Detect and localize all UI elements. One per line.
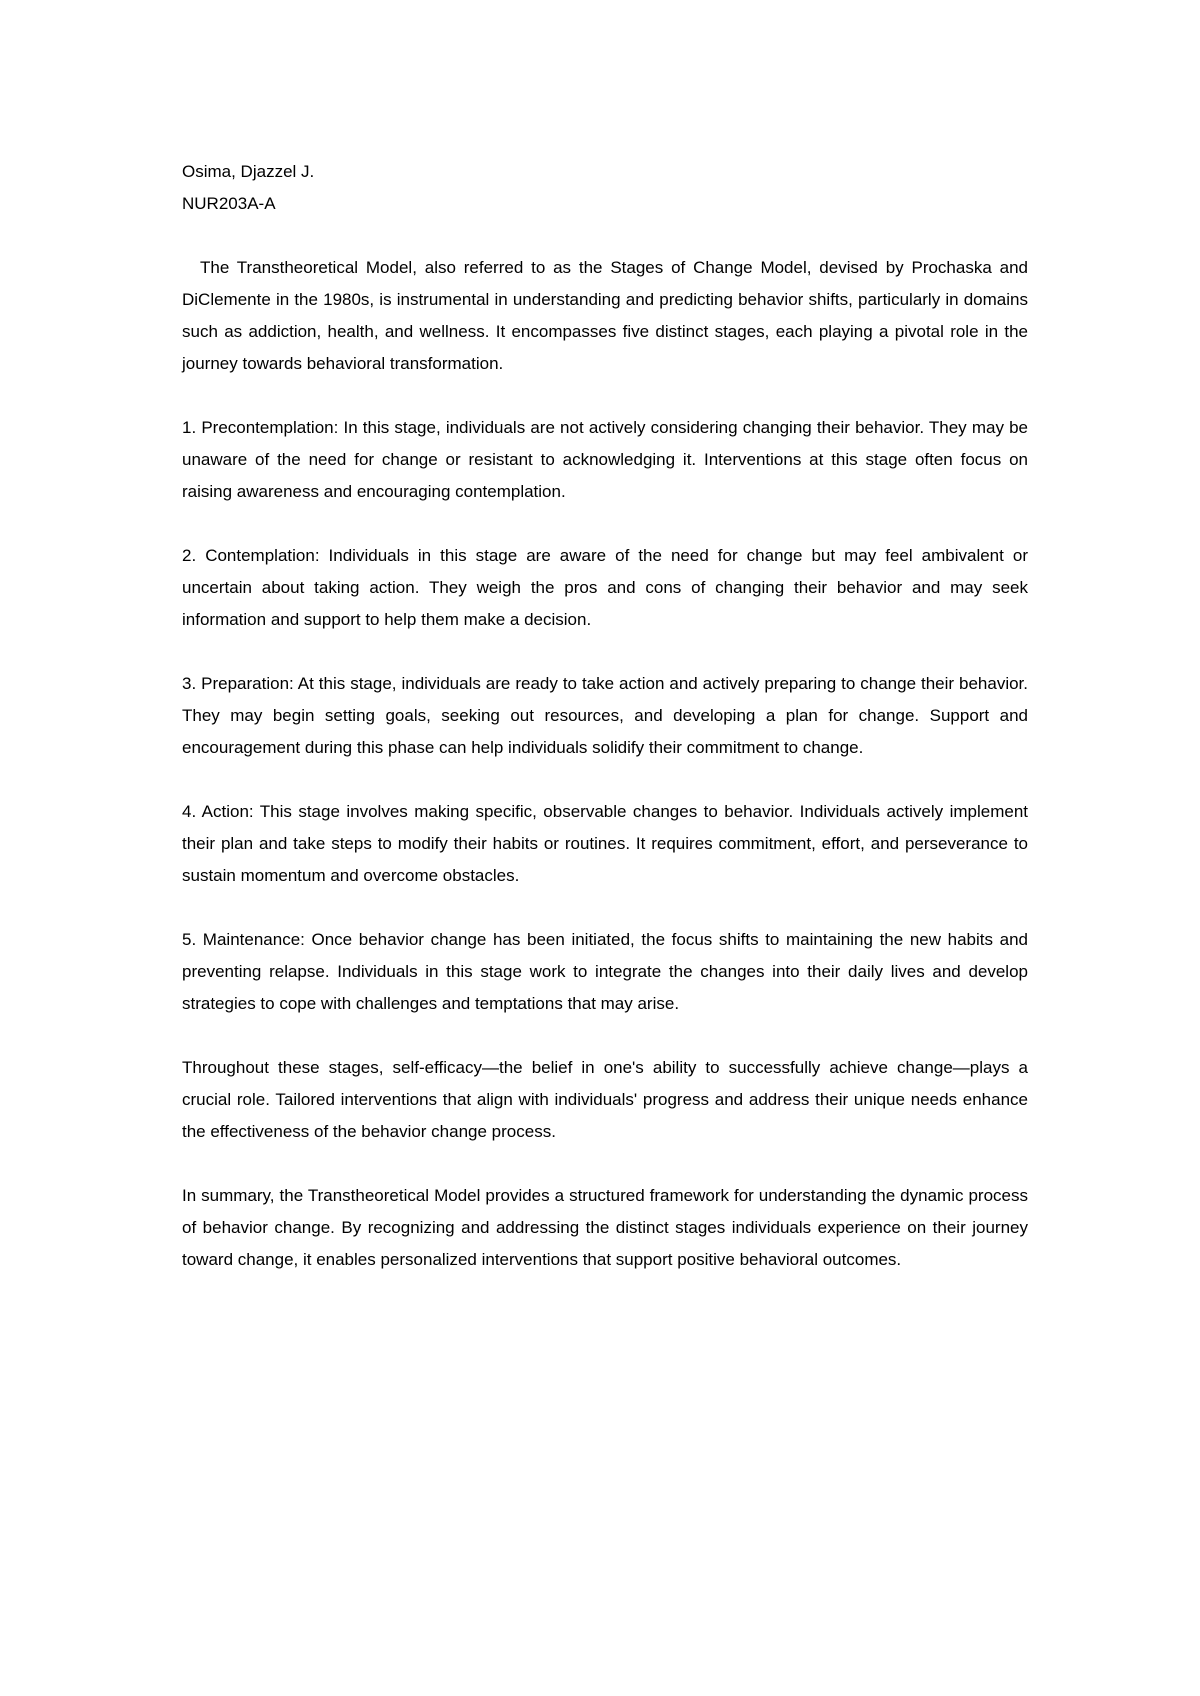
stage-5-paragraph: 5. Maintenance: Once behavior change has been initiated, the focus shifts to maintaining the new habits and preventing relapse. Individuals in this stage work to integrate the changes into their daily lives and develop strategies to cope with challenges and temptations that may arise. xyxy=(182,930,1028,1013)
header-spacer xyxy=(182,220,1028,252)
course-code: NUR203A-A xyxy=(182,194,276,213)
stage-3-paragraph: 3. Preparation: At this stage, individuals are ready to take action and actively preparing to change their behavior. They may begin setting goals, seeking out resources, and developing a plan for change. Support and encouragement during this phase can help individuals solidify their commitment to change. xyxy=(182,674,1028,757)
stage-1-paragraph: 1. Precontemplation: In this stage, individuals are not actively considering changing their behavior. They may be unaware of the need for change or resistant to acknowledging it. Interventions at this stage often focus on raising awareness and encouraging contemplation. xyxy=(182,418,1028,501)
self-efficacy-paragraph: Throughout these stages, self-efficacy—the belief in one's ability to successfully achieve change—plays a crucial role. Tailored interventions that align with individuals' progress and address their unique needs enhance the effectiveness of the behavior change process. xyxy=(182,1058,1028,1141)
intro-paragraph: The Transtheoretical Model, also referred to as the Stages of Change Model, devised by Prochaska and DiClemente in the 1980s, is instrumental in understanding and predicting behavior shifts, particularly in domains such as addiction, health, and wellness. It encompasses five distinct stages, each playing a pivotal role in the journey towards behavioral transformation. xyxy=(182,258,1028,373)
summary-paragraph: In summary, the Transtheoretical Model provides a structured framework for understanding the dynamic process of behavior change. By recognizing and addressing the distinct stages individuals experience on their journey toward change, it enables personalized interventions that support positive behavioral outcomes. xyxy=(182,1186,1028,1269)
author-name: Osima, Djazzel J. xyxy=(182,162,315,181)
stage-2-paragraph: 2. Contemplation: Individuals in this stage are aware of the need for change but may feel ambivalent or uncertain about taking action. They weigh the pros and cons of changing their behavior and may seek information and support to help them make a decision. xyxy=(182,546,1028,629)
stage-4-paragraph: 4. Action: This stage involves making specific, observable changes to behavior. Individuals actively implement their plan and take steps to modify their habits or routines. It requires commitment, effort, and perseverance to sustain momentum and overcome obstacles. xyxy=(182,802,1028,885)
